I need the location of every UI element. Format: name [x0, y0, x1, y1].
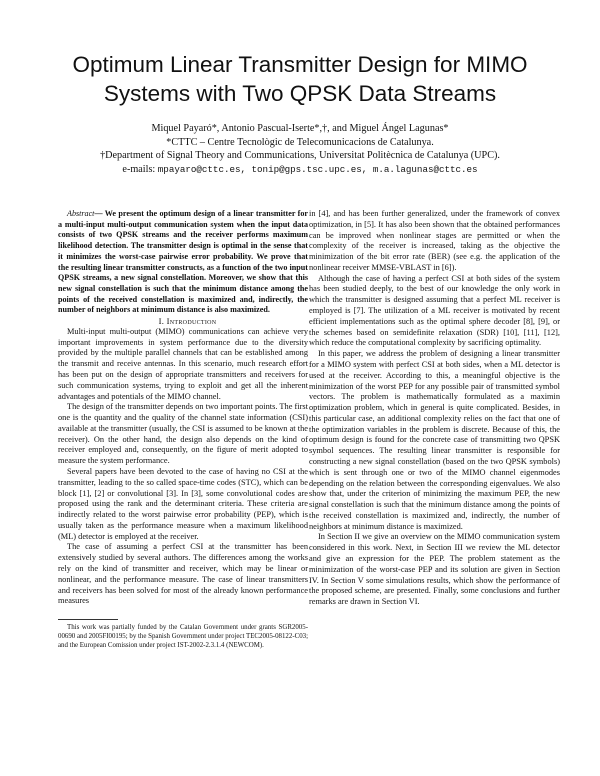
intro-paragraph: The case of assuming a perfect CSI at the transmitter has been extensively studied by several authors. The differences among the works rely on the kind of transmitter and receiver, which may be linear or nonlinear, and the performance measure. The case of linear transmitters and receivers has been solved for most of the already known performance measures: [58, 542, 308, 606]
funding-footnote: This work was partially funded by the Catalan Government under grants SGR2005-00690 and 2005FI00195; by the Spanish Government under project TEC2005-08122-C03; and the European Comission under project IST-2002-2.3.1.4 (NEWCOM).: [58, 624, 309, 649]
email-label: e-mails:: [122, 163, 156, 175]
footnote-rule: [58, 619, 118, 620]
title-line-2: Systems with Two QPSK Data Streams: [103, 81, 497, 106]
author-names: Miquel Payaró*, Antonio Pascual-Iserte*,†, and Miguel Ángel Lagunas*: [151, 123, 449, 134]
intro-paragraph: Multi-input multi-output (MIMO) communications can achieve very important improvements in system performance due to the diversity provided by the multiple parallel channels that can be established among the transmit and receive antennas. In this scenario, much research effort has been put on the design of appropriate transmitters and receivers for such communication systems, trying to exploit and get all the inherent advantages and potentials of the MIMO channel.: [58, 326, 308, 401]
body-paragraph: In this paper, we address the problem of designing a linear transmitter for a MIMO system with perfect CSI at both sides, when a ML detector is used at the receiver. According to this, a meaningful objective is the minimization of the worst PEP for any possible pair of transmitted symbol vectors. The problem is mathematically formulated as a maximin optimization problem, which in general is quite complicated. Besides, in this particular case, an additional complexity relies on the fact that one of the optimization variables in the problem is discrete. Because of this, the optimum design is found for the concrete case of transmitting two QPSK symbol sequences. The resulting linear transmitter is responsible for constructing a new signal constellation (based on the two QPSK symbols) which is sent through one or two of the MIMO channel eigenmodes depending on the relation between the corresponding eigenvalues. We also show that, under the criterion of minimizing the maximum PEP, the new signal constellation is such that the minimum distance among the points of the received constellation is maximized and, indirectly, the number of neighbors at minimum distance is maximized.: [309, 349, 560, 531]
affiliation-upc: †Department of Signal Theory and Communications, Universitat Politècnica de Catalunya (UPC).: [100, 150, 500, 162]
email-line: [30, 163, 570, 177]
body-paragraph: In Section II we give an overview on the MIMO communication system considered in this work. Next, in Section III we review the ML detector and give an expression for the PEP. The problem statement as the minimization of the worst-case PEP and its solution are given in Section IV. In Section V some simulations results, which show the performance of the proposed scheme, are presented. Finally, some conclusions and further remarks are drawn in Section VI.: [309, 532, 560, 607]
author-block: [30, 122, 570, 176]
email-addresses: mpayaro@cttc.es, tonip@gps.tsc.upc.es, m.a.lagunas@cttc.es: [157, 163, 478, 175]
body-paragraph: in [4], and has been further generalized, under the framework of convex optimization, in [5]. It has also been shown that the obtained performances can be improved when nonlinear stages are permitted or when the complexity of the receiver is increased, taking as the objective the minimization of the bit error rate (BER) (see e.g. the application of the nonlinear receiver MMSE-VBLAST in [6]).: [309, 209, 560, 272]
body-paragraph: Although the case of having a perfect CSI at both sides of the system has been studied deeply, to the best of our knowledge the only work in which the transmitter is designed assuming that a perfect ML receiver is employed is [7]. The utilization of a ML receiver is motivated by recent efficient implementations such as the optimal sphere decoder [8], [9], or the schemes based on semidefinite relaxation (SDR) [10], [11], [12], which reduce the computational complexity by sacrificing optimality.: [309, 273, 560, 348]
abstract-text: — We present the optimum design of a linear transmitter for a multi-input multi-output communication system when the input data consists of two QPSK streams and the receiver performs maximum likelihood detection. The transmitter design is optimal in the sense that it minimizes the worst-case pairwise error probability. We prove that the resulting linear transmitter constructs, as a function of the two input QPSK streams, a new signal constellation. Moreover, we show that this new signal constellation is such that the minimum distance among the points of the received constellation is maximized and, indirectly, the number of neighbors at minimum distance is also maximized.: [58, 209, 308, 315]
intro-paragraph: The design of the transmitter depends on two important points. The first one is the quantity and the quality of the channel state information (CSI) available at the transmitter (usually, the CSI is assumed to be known at the receiver). On the other hand, the design also depends on the kind of receiver employed and, consequently, on the figure of merit adopted to measure the system performance.: [58, 402, 308, 466]
left-column: [58, 209, 308, 650]
abstract-label: Abstract: [67, 209, 95, 218]
affiliation-cttc: *CTTC – Centre Tecnològic de Telecomunicacions de Catalunya.: [166, 136, 434, 148]
intro-paragraph: Several papers have been devoted to the case of having no CSI at the transmitter, leading to the so called space-time codes (STC), which can be block [1], [2] or convolutional [3]. In [3], some convolutional codes are proposed using the rank and the determinant criteria. These criteria are indirectly related to the worst pairwise error probability (PEP), which is usually taken as the performance measure when a maximum likelihood (ML) detector is employed at the receiver.: [58, 466, 308, 541]
right-column: [309, 209, 560, 608]
section-heading-introduction: I. Introduction: [158, 316, 217, 327]
paper-title: [30, 50, 570, 108]
title-line-1: Optimum Linear Transmitter Design for MIMO: [72, 52, 528, 77]
abstract: [58, 209, 308, 316]
